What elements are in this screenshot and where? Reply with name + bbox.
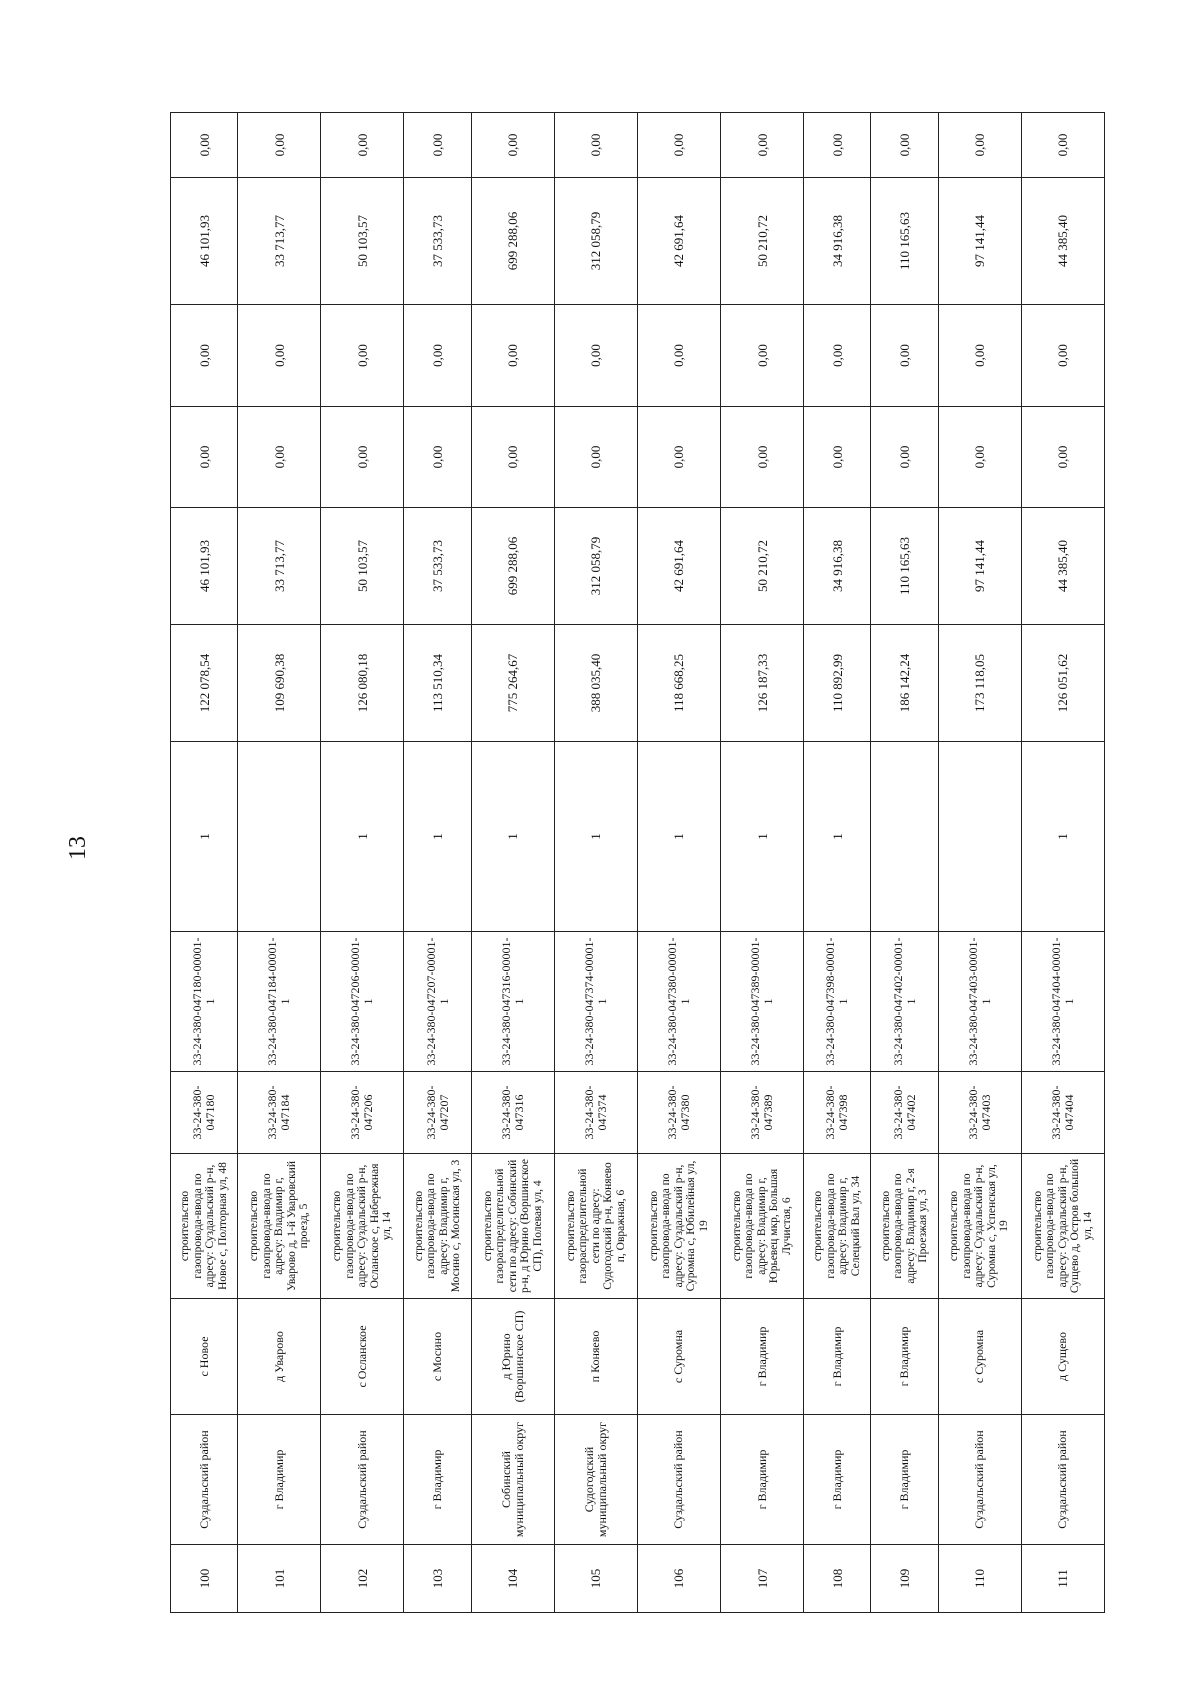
total-cost-cell: 118 668,25 [637,625,720,742]
row-number: 107 [721,1545,804,1613]
total-cost-cell: 388 035,40 [554,625,637,742]
value-cell-2: 0,00 [637,407,720,508]
row-number: 103 [404,1545,471,1613]
row-number: 106 [637,1545,720,1613]
municipality-cell: г Владимир [238,1415,321,1545]
quantity-cell: 1 [721,742,804,932]
municipality-cell: Суздальский район [171,1415,238,1545]
value-cell-5: 0,00 [1021,113,1104,178]
quantity-cell: 1 [804,742,871,932]
value-cell-2: 0,00 [171,407,238,508]
value-cell-1: 46 101,93 [171,508,238,625]
value-cell-1: 50 103,57 [321,508,404,625]
quantity-cell: 1 [171,742,238,932]
object-description-cell: строительство газораспределительной сети по адресу: Судогодский р-н, Коняево п, Овражная, 6 [554,1154,637,1299]
object-code-cell: 33-24-380-047403 [938,1072,1021,1154]
object-description-cell: строительство газораспределительной сети по адресу: Собинский р-н, д Юрино (Воршинское СП), Полевая ул, 4 [471,1154,554,1299]
page-number: 13 [65,836,91,860]
value-cell-5: 0,00 [321,113,404,178]
value-cell-5: 0,00 [238,113,321,178]
value-cell-5: 0,00 [721,113,804,178]
value-cell-4: 110 165,63 [871,178,938,305]
object-code-cell: 33-24-380-047374 [554,1072,637,1154]
table-row [938,113,1021,1613]
table-row [721,113,804,1613]
object-code-cell: 33-24-380-047404 [1021,1072,1104,1154]
table-row [238,113,321,1613]
object-code-cell: 33-24-380-047180 [171,1072,238,1154]
settlement-cell: г Владимир [804,1299,871,1415]
object-description-cell: строительство газопровода-ввода по адресу: Владимир г, Селецкий Вал ул, 34 [804,1154,871,1299]
value-cell-1: 33 713,77 [238,508,321,625]
object-id-cell: 33-24-380-047206-00001-1 [321,932,404,1072]
value-cell-5: 0,00 [637,113,720,178]
settlement-cell: с Новое [171,1299,238,1415]
value-cell-1: 44 385,40 [1021,508,1104,625]
value-cell-3: 0,00 [554,305,637,407]
table-row [804,113,871,1613]
row-number: 110 [938,1545,1021,1613]
value-cell-5: 0,00 [938,113,1021,178]
value-cell-5: 0,00 [171,113,238,178]
value-cell-3: 0,00 [804,305,871,407]
object-id-cell: 33-24-380-047398-00001-1 [804,932,871,1072]
row-number: 101 [238,1545,321,1613]
row-number: 100 [171,1545,238,1613]
total-cost-cell: 113 510,34 [404,625,471,742]
settlement-cell: г Владимир [871,1299,938,1415]
value-cell-4: 50 103,57 [321,178,404,305]
settlement-cell: г Владимир [721,1299,804,1415]
total-cost-cell: 126 080,18 [321,625,404,742]
value-cell-1: 110 165,63 [871,508,938,625]
value-cell-1: 37 533,73 [404,508,471,625]
table-row [404,113,471,1613]
row-number: 104 [471,1545,554,1613]
value-cell-2: 0,00 [238,407,321,508]
settlement-cell: с Осланское [321,1299,404,1415]
value-cell-2: 0,00 [721,407,804,508]
value-cell-4: 97 141,44 [938,178,1021,305]
object-code-cell: 33-24-380-047398 [804,1072,871,1154]
municipality-cell: Судогодский муниципальный округ [554,1415,637,1545]
object-id-cell: 33-24-380-047403-00001-1 [938,932,1021,1072]
table-row [871,113,938,1613]
object-description-cell: строительство газопровода-ввода по адресу: Суздальский р-н, Сущево д, Остров большой ул, 14 [1021,1154,1104,1299]
municipality-cell: г Владимир [404,1415,471,1545]
municipality-cell: Собинский муниципальный округ [471,1415,554,1545]
total-cost-cell: 110 892,99 [804,625,871,742]
value-cell-1: 699 288,06 [471,508,554,625]
municipality-cell: г Владимир [871,1415,938,1545]
table-row [637,113,720,1613]
value-cell-5: 0,00 [804,113,871,178]
object-code-cell: 33-24-380-047207 [404,1072,471,1154]
object-description-cell: строительство газопровода-ввода по адресу: Владимир г, 2-я Проезжая ул, 3 [871,1154,938,1299]
object-id-cell: 33-24-380-047374-00001-1 [554,932,637,1072]
row-number: 105 [554,1545,637,1613]
value-cell-2: 0,00 [871,407,938,508]
quantity-cell: 1 [1021,742,1104,932]
table-row [1021,113,1104,1613]
object-code-cell: 33-24-380-047402 [871,1072,938,1154]
total-cost-cell: 775 264,67 [471,625,554,742]
settlement-cell: с Суромна [938,1299,1021,1415]
value-cell-3: 0,00 [171,305,238,407]
value-cell-5: 0,00 [471,113,554,178]
value-cell-4: 33 713,77 [238,178,321,305]
value-cell-3: 0,00 [238,305,321,407]
object-id-cell: 33-24-380-047184-00001-1 [238,932,321,1072]
value-cell-4: 37 533,73 [404,178,471,305]
value-cell-3: 0,00 [321,305,404,407]
municipality-cell: г Владимир [721,1415,804,1545]
object-code-cell: 33-24-380-047316 [471,1072,554,1154]
value-cell-3: 0,00 [471,305,554,407]
object-id-cell: 33-24-380-047207-00001-1 [404,932,471,1072]
quantity-cell: 1 [554,742,637,932]
object-description-cell: строительство газопровода-ввода по адресу: Владимир г, Юрьевец мкр, Большая Лучистая, 6 [721,1154,804,1299]
municipality-cell: г Владимир [804,1415,871,1545]
value-cell-4: 699 288,06 [471,178,554,305]
value-cell-2: 0,00 [554,407,637,508]
quantity-cell [238,742,321,932]
total-cost-cell: 109 690,38 [238,625,321,742]
value-cell-5: 0,00 [404,113,471,178]
object-code-cell: 33-24-380-047389 [721,1072,804,1154]
quantity-cell: 1 [404,742,471,932]
settlement-cell: с Суромна [637,1299,720,1415]
object-description-cell: строительство газопровода-ввода по адресу: Владимир г, Мосино с, Мосинская ул, 3 [404,1154,471,1299]
total-cost-cell: 186 142,24 [871,625,938,742]
settlement-cell: д Юрино (Воршинское СП) [471,1299,554,1415]
value-cell-3: 0,00 [721,305,804,407]
rotated-table-container [170,113,1105,1613]
table-row [471,113,554,1613]
value-cell-2: 0,00 [1021,407,1104,508]
municipality-cell: Суздальский район [938,1415,1021,1545]
quantity-cell: 1 [471,742,554,932]
object-code-cell: 33-24-380-047380 [637,1072,720,1154]
row-number: 102 [321,1545,404,1613]
municipality-cell: Суздальский район [1021,1415,1104,1545]
settlement-cell: п Коняево [554,1299,637,1415]
value-cell-2: 0,00 [804,407,871,508]
row-number: 108 [804,1545,871,1613]
value-cell-3: 0,00 [1021,305,1104,407]
value-cell-4: 44 385,40 [1021,178,1104,305]
object-description-cell: строительство газопровода-ввода по адресу: Владимир г, Уварово д, 1-й Уваровский проезд, 5 [238,1154,321,1299]
row-number: 111 [1021,1545,1104,1613]
object-id-cell: 33-24-380-047180-00001-1 [171,932,238,1072]
total-cost-cell: 173 118,05 [938,625,1021,742]
row-number: 109 [871,1545,938,1613]
quantity-cell [871,742,938,932]
value-cell-1: 34 916,38 [804,508,871,625]
value-cell-4: 312 058,79 [554,178,637,305]
value-cell-4: 46 101,93 [171,178,238,305]
settlement-cell: д Уварово [238,1299,321,1415]
total-cost-cell: 126 051,62 [1021,625,1104,742]
value-cell-1: 97 141,44 [938,508,1021,625]
value-cell-1: 50 210,72 [721,508,804,625]
gas-connection-table [170,112,1105,1613]
object-code-cell: 33-24-380-047184 [238,1072,321,1154]
value-cell-4: 34 916,38 [804,178,871,305]
object-id-cell: 33-24-380-047380-00001-1 [637,932,720,1072]
value-cell-2: 0,00 [471,407,554,508]
value-cell-5: 0,00 [871,113,938,178]
table-row [554,113,637,1613]
value-cell-3: 0,00 [404,305,471,407]
object-id-cell: 33-24-380-047316-00001-1 [471,932,554,1072]
table-row [321,113,404,1613]
quantity-cell [938,742,1021,932]
object-id-cell: 33-24-380-047389-00001-1 [721,932,804,1072]
object-description-cell: строительство газопровода-ввода по адресу: Суздальский р-н, Новое с, Полторная ул, 48 [171,1154,238,1299]
object-description-cell: строительство газопровода-ввода по адресу: Суздальский р-н, Суромна с, Успенская ул, 19 [938,1154,1021,1299]
value-cell-3: 0,00 [938,305,1021,407]
settlement-cell: с Мосино [404,1299,471,1415]
value-cell-3: 0,00 [871,305,938,407]
value-cell-4: 50 210,72 [721,178,804,305]
table-row [171,113,238,1613]
value-cell-1: 312 058,79 [554,508,637,625]
value-cell-1: 42 691,64 [637,508,720,625]
settlement-cell: д Сущево [1021,1299,1104,1415]
object-id-cell: 33-24-380-047402-00001-1 [871,932,938,1072]
value-cell-2: 0,00 [321,407,404,508]
object-code-cell: 33-24-380-047206 [321,1072,404,1154]
object-description-cell: строительство газопровода-ввода по адресу: Суздальский р-н, Осланское с, Набережная ул, 14 [321,1154,404,1299]
value-cell-4: 42 691,64 [637,178,720,305]
value-cell-2: 0,00 [404,407,471,508]
object-id-cell: 33-24-380-047404-00001-1 [1021,932,1104,1072]
object-description-cell: строительство газопровода-ввода по адресу: Суздальский р-н, Суромна с, Юбилейная ул, 19 [637,1154,720,1299]
municipality-cell: Суздальский район [321,1415,404,1545]
value-cell-5: 0,00 [554,113,637,178]
quantity-cell: 1 [637,742,720,932]
municipality-cell: Суздальский район [637,1415,720,1545]
total-cost-cell: 126 187,33 [721,625,804,742]
total-cost-cell: 122 078,54 [171,625,238,742]
table-body [171,113,1105,1613]
value-cell-2: 0,00 [938,407,1021,508]
value-cell-3: 0,00 [637,305,720,407]
quantity-cell: 1 [321,742,404,932]
